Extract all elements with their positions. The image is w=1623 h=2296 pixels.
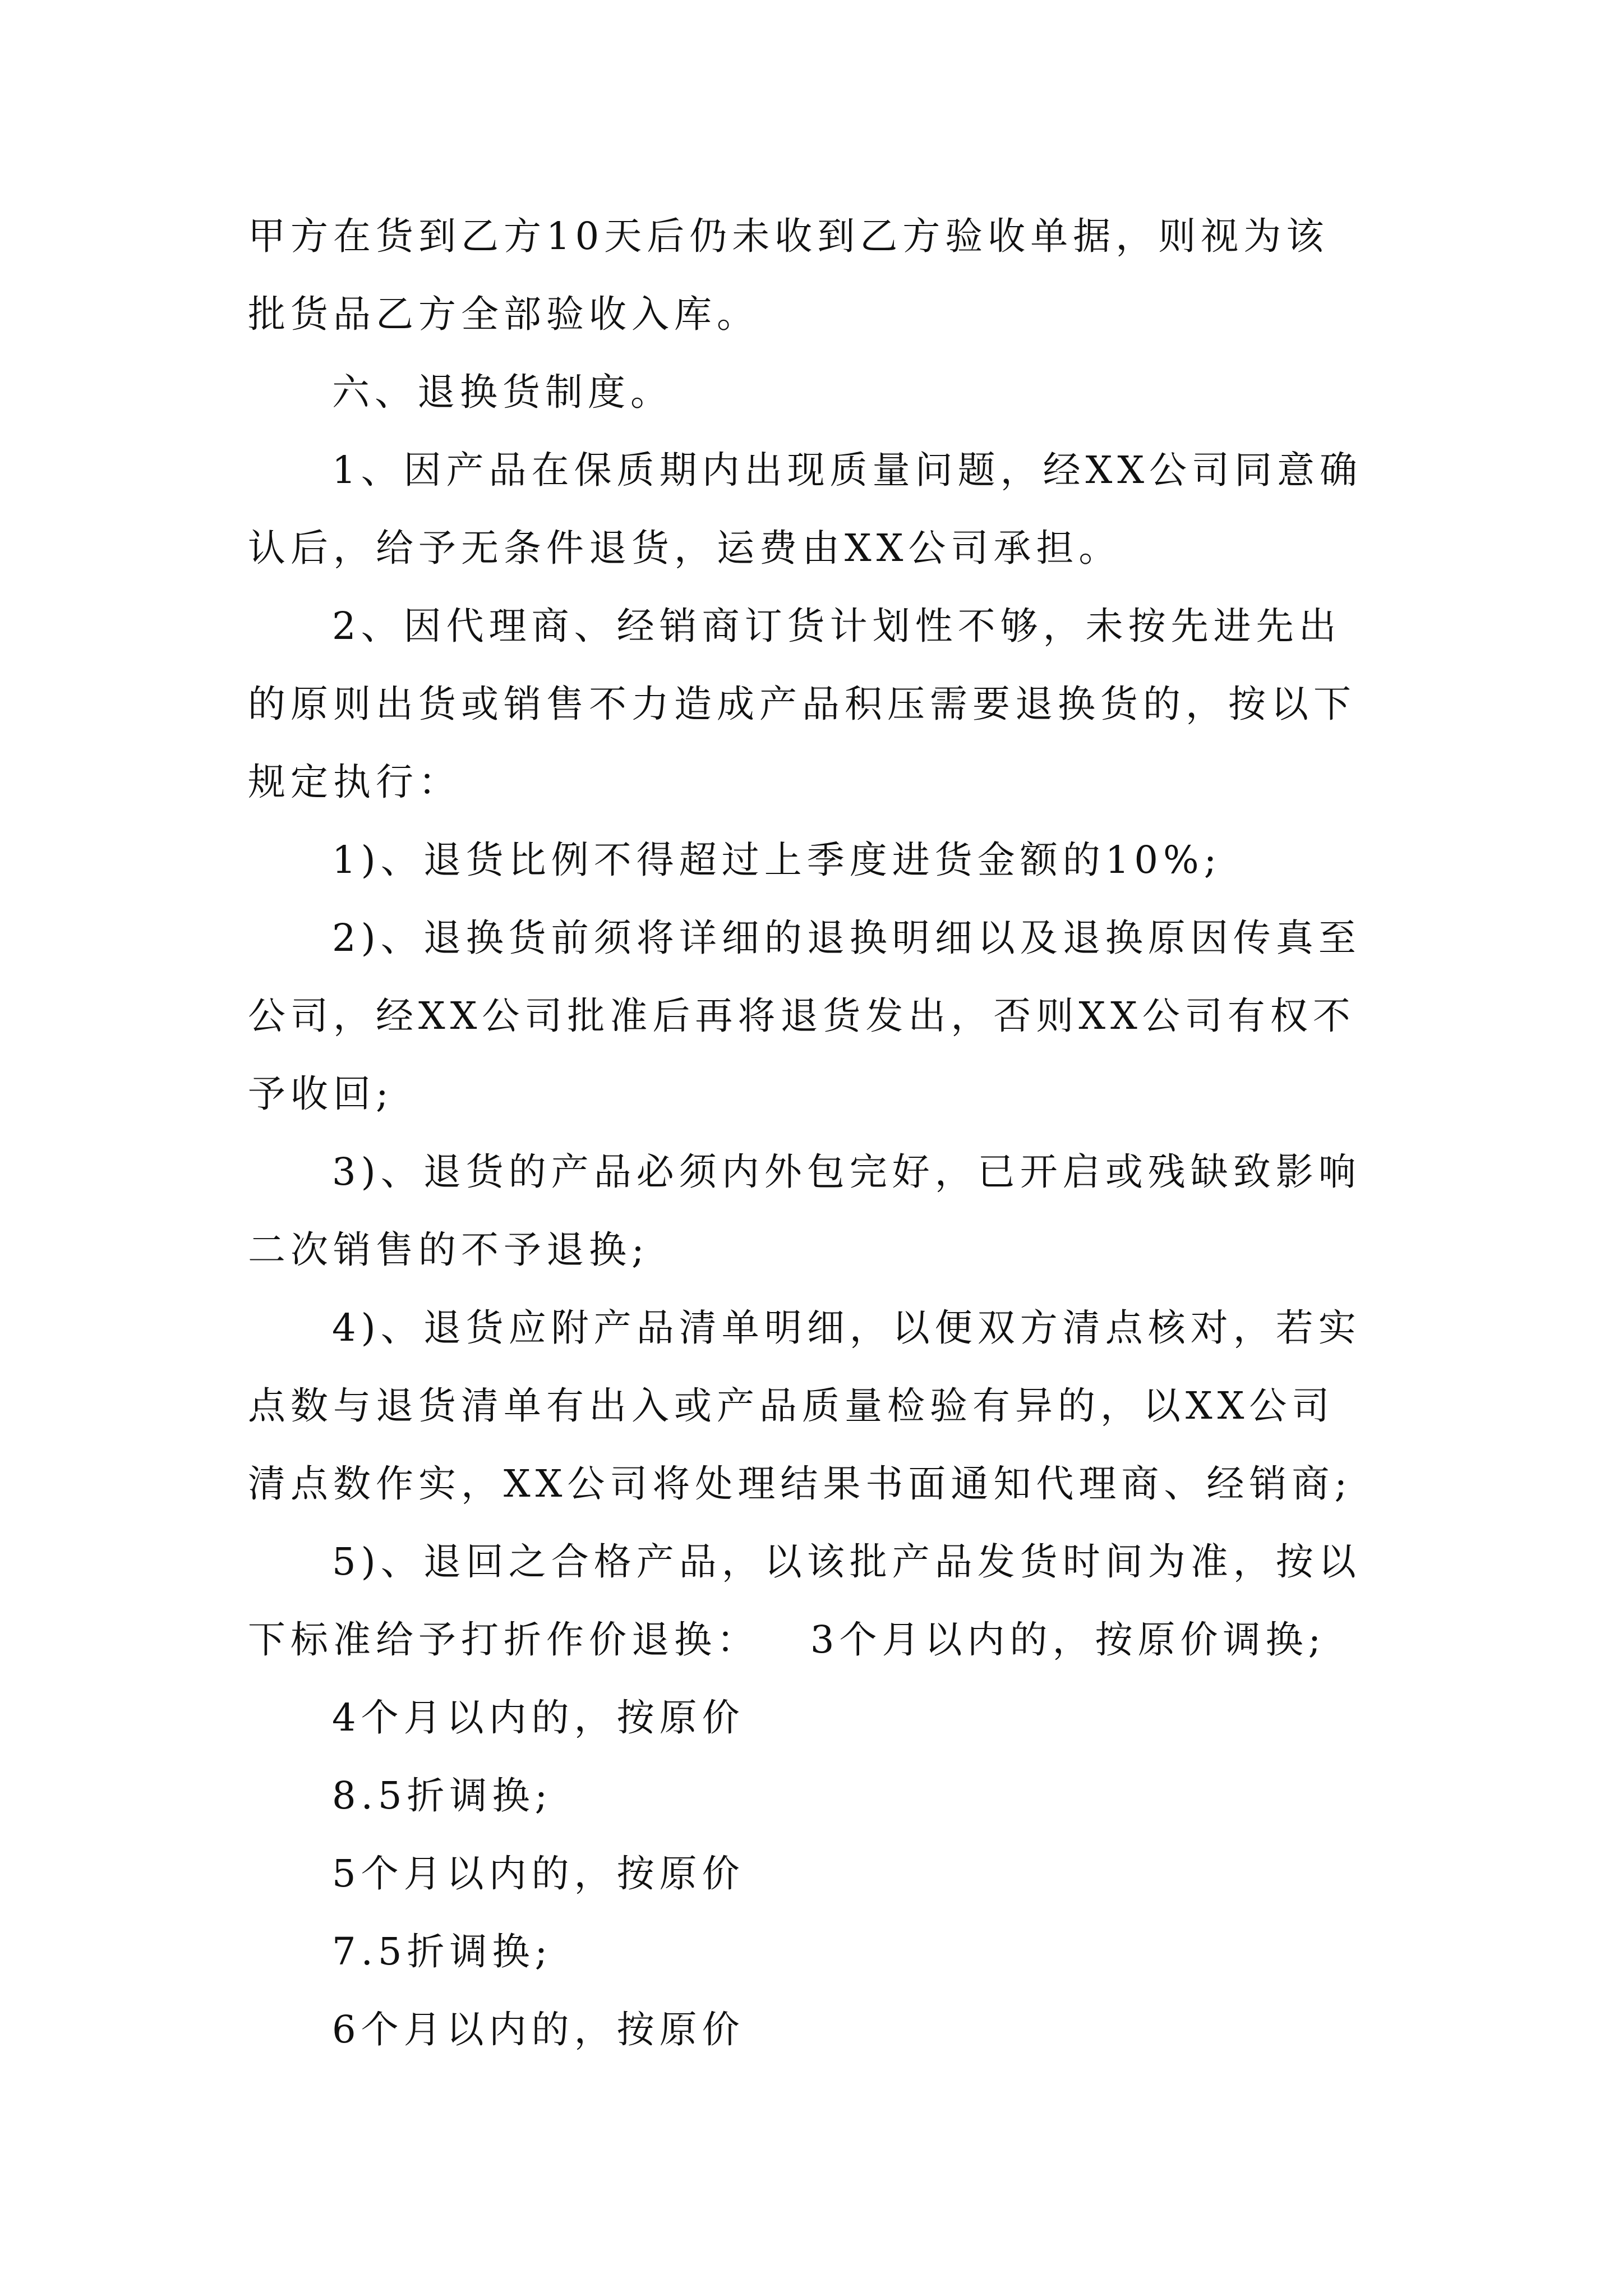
text-line: 的原则出货或销售不力造成产品积压需要退换货的，按以下 xyxy=(248,682,1356,726)
text-line: 二次销售的不予退换; xyxy=(248,1228,649,1272)
text-line: 4个月以内的，按原价 xyxy=(332,1696,745,1740)
paragraph xyxy=(248,1835,1386,1913)
paragraph xyxy=(248,821,1386,899)
text-line: 六、退换货制度。 xyxy=(332,370,673,414)
paragraph xyxy=(248,1133,1386,1289)
document-body xyxy=(248,197,1386,2069)
text-line: 1、因产品在保质期内出现质量问题，经XX公司同意确 xyxy=(332,448,1363,492)
text-line: 清点数作实，XX公司将处理结果书面通知代理商、经销商; xyxy=(248,1462,1352,1506)
text-line: 公司，经XX公司批准后再将退货发出，否则XX公司有权不 xyxy=(248,994,1355,1038)
text-line: 8.5折调换; xyxy=(332,1774,553,1818)
paragraph xyxy=(248,431,1386,587)
paragraph xyxy=(248,1991,1386,2069)
section-heading xyxy=(248,353,1386,431)
text-line: 7.5折调换; xyxy=(332,1930,553,1973)
text-line: 点数与退货清单有出入或产品质量检验有异的，以XX公司 xyxy=(248,1384,1335,1428)
text-line: 甲方在货到乙方10天后仍未收到乙方验收单据，则视为该 xyxy=(248,214,1329,258)
text-line: 批货品乙方全部验收入库。 xyxy=(248,292,759,336)
text-line: 1)、退货比例不得超过上季度进货金额的10%; xyxy=(332,838,1222,882)
text-line: 规定执行： xyxy=(248,760,461,804)
text-line: 3)、退货的产品必须内外包完好，已开启或残缺致影响 xyxy=(332,1150,1361,1194)
text-line: 4)、退货应附产品清单明细，以便双方清点核对，若实 xyxy=(332,1306,1361,1350)
paragraph xyxy=(248,1679,1386,1757)
paragraph xyxy=(248,1757,1386,1835)
text-line: 下标准给予打折作价退换： 3个月以内的，按原价调换; xyxy=(248,1618,1326,1662)
paragraph xyxy=(248,1289,1386,1523)
paragraph xyxy=(248,899,1386,1133)
paragraph xyxy=(248,1523,1386,1679)
text-line: 2、因代理商、经销商订货计划性不够，未按先进先出 xyxy=(332,604,1341,648)
text-line: 5)、退回之合格产品，以该批产品发货时间为准，按以 xyxy=(332,1540,1361,1584)
text-line: 6个月以内的，按原价 xyxy=(332,2008,745,2051)
text-line: 2)、退换货前须将详细的退换明细以及退换原因传真至 xyxy=(332,916,1361,960)
text-line: 予收回; xyxy=(248,1072,394,1116)
text-line: 5个月以内的，按原价 xyxy=(332,1852,745,1895)
text-line: 认后，给予无条件退货，运费由XX公司承担。 xyxy=(248,526,1122,570)
paragraph xyxy=(248,1913,1386,1991)
paragraph xyxy=(248,197,1386,353)
paragraph xyxy=(248,587,1386,821)
